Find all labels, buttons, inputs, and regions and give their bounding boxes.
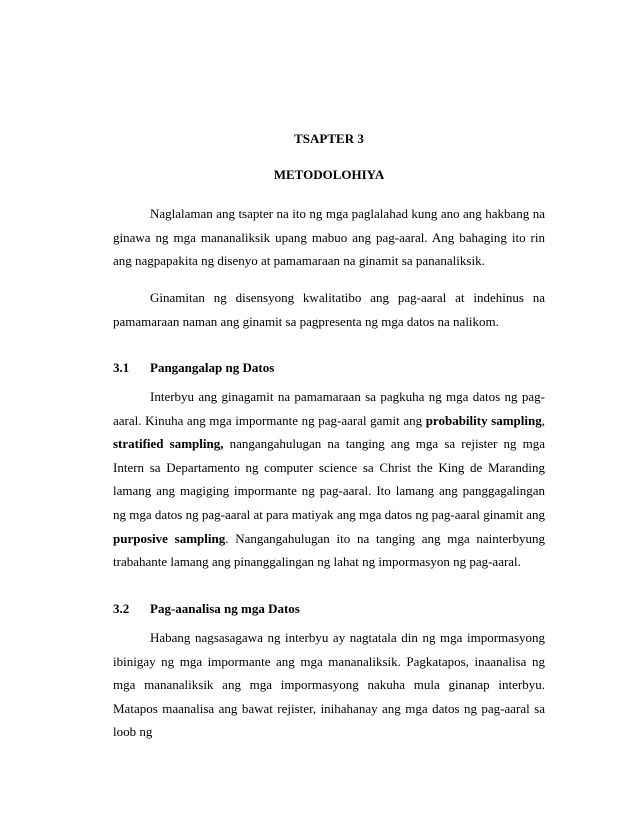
intro-paragraph-1: Naglalaman ang tsapter na ito ng mga paglalahad kung ano ang hakbang na ginawa ng mga mananaliksik upang mabuo ang pag-aaral. Ang bahaging ito rin ang nagpapakita ng disenyo at pamamaraan na ginamit sa pananaliksik. [113, 206, 545, 269]
section-title: Pag-aanalisa ng mga Datos [150, 601, 300, 616]
section-number: 3.2 [113, 601, 130, 616]
text-run: . Nangangahulugan ito na tanging ang mga nainterbyung trabahante lamang ang pinanggalingan ng lahat ng impormasyon ng pag-aaral. [113, 530, 545, 570]
text-run: Interbyu ang ginagamit na pamamaraan sa pagkuha ng mga datos ng pag-aaral. Kinuha ang mga impormante ng pag-aaral gamit ang [113, 389, 545, 428]
chapter-heading: TSAPTER 3 [294, 131, 364, 146]
intro-paragraph-2: Ginamitan ng disensyong kwalitatibo ang pag-aaral at indehinus na pamamaraan naman ang ginamit sa pagpresenta ng mga datos na nalikom. [113, 290, 545, 329]
section-3-1-paragraph [113, 385, 545, 574]
text-run: , [541, 412, 545, 428]
bold-term: probability sampling [425, 412, 542, 428]
bold-term: purposive sampling [113, 530, 226, 546]
section-heading-3-1 [113, 360, 274, 376]
section-heading-3-2 [113, 601, 300, 617]
bold-term: stratified sampling, [113, 436, 224, 452]
section-title: Pangangalap ng Datos [150, 360, 275, 375]
section-3-2-paragraph: Habang nagsasagawa ng interbyu ay nagtatala din ng mga impormasyong ibinigay ng mga impormante ang mga mananaliksik. Pagkatapos, inaanalisa ng mga mananaliksik ang mga impormasyong nakuha mula ginanap interbyu. Matapos maanalisa ang bawat rejister, inihahanay ang mga datos ng pag-aaral sa loob ng [113, 630, 545, 740]
chapter-title: METODOLOHIYA [273, 167, 385, 182]
text-run: nangangahulugan na tanging ang mga sa rejister ng mga Intern sa Departamento ng computer science sa Christ the King de Maranding lamang ang magiging impormante ng pag-aaral. Ito lamang ang panggagalingan ng mga datos ng pag-aaral at para matiyak ang mga datos ng pag-aaral ginamit ang [113, 436, 545, 522]
section-number: 3.1 [113, 360, 130, 375]
